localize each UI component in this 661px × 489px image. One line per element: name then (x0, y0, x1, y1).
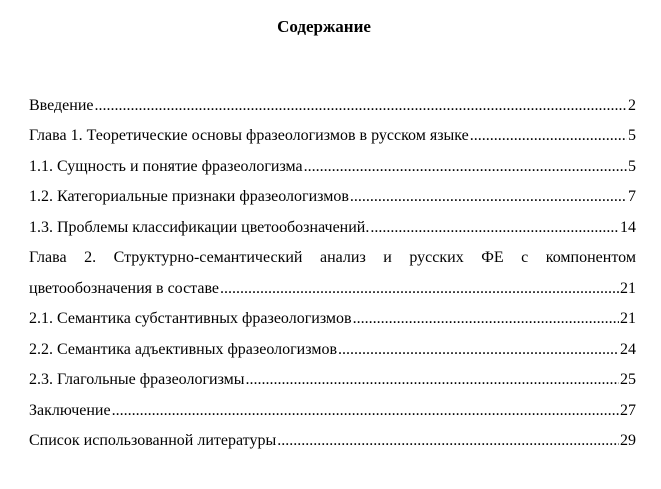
toc-entry-label: Заключение (29, 401, 111, 419)
toc-entry-label: Введение (29, 96, 94, 114)
toc-entry-page: 27 (620, 401, 636, 419)
toc-entry-word: русских (409, 249, 464, 266)
toc-entry-label: Список использованной литературы (29, 432, 277, 449)
toc-entry-page: 7 (628, 188, 636, 205)
toc-entry-conclusion (29, 391, 636, 422)
toc-entry-label: 2.1. Семантика субстантивных фразеологизмов (29, 310, 352, 327)
toc-entry-label: 2.2. Семантика адъективных фразеологизмов (29, 340, 337, 358)
dot-leader (304, 156, 627, 178)
toc-title: Содержание (277, 17, 371, 36)
toc-entry-introduction (29, 86, 636, 117)
toc-entry-label: 2.3. Глагольные фразеологизмы (29, 371, 245, 388)
toc-entry-label: 1.3. Проблемы классификации цветообозначений. (29, 218, 370, 236)
toc-entry-label: Глава 1. Теоретические основы фразеологизмов в русском языке (29, 127, 469, 144)
toc-entry-section-1-3 (29, 208, 636, 239)
toc-entry-word: 2. (84, 249, 97, 266)
toc-entry-word: анализ (319, 249, 366, 266)
dot-leader (220, 278, 619, 300)
dot-leader (353, 308, 619, 330)
dot-leader (470, 125, 627, 147)
toc-entry-chapter-2-line-1 (29, 239, 636, 270)
toc-entry-page: 24 (620, 340, 636, 358)
toc-entry-page: 29 (620, 432, 636, 449)
dot-leader (246, 369, 619, 391)
dot-leader (95, 95, 628, 117)
dot-leader (338, 339, 619, 361)
dot-leader (350, 186, 627, 208)
dot-leader (112, 400, 619, 422)
toc-entry-label: 1.1. Сущность и понятие фразеологизма (29, 157, 303, 175)
toc-entry-word: Структурно-семантический (113, 249, 303, 266)
toc-entry-label: 1.2. Категориальные признаки фразеологизмов (29, 188, 349, 205)
dot-leader (277, 430, 619, 452)
toc-entry-word: Глава (29, 249, 67, 266)
toc-entry-page: 21 (620, 310, 636, 327)
toc-entry-word: и (383, 249, 392, 266)
toc-entry-word: компонентом (545, 249, 636, 266)
toc-entry-bibliography (29, 422, 636, 453)
toc-entry-section-1-1 (29, 147, 636, 178)
toc-entry-section-2-2 (29, 330, 636, 361)
dot-leader (370, 217, 619, 239)
toc-entry-label: цветообозначения в составе (29, 279, 220, 297)
toc-entry-word: ФЕ (481, 249, 504, 266)
toc-entry-chapter-1 (29, 117, 636, 148)
toc-entry-section-1-2 (29, 178, 636, 209)
toc-entry-word: с (521, 249, 529, 266)
toc-entry-page: 25 (620, 371, 636, 388)
toc-entry-section-2-1 (29, 300, 636, 331)
toc-entry-section-2-3 (29, 361, 636, 392)
toc-entry-page: 14 (620, 218, 636, 236)
toc-entry-page: 5 (628, 157, 636, 175)
toc-entry-chapter-2-line-2 (29, 269, 636, 300)
toc-entry-page: 5 (628, 127, 636, 144)
toc-entry-page: 2 (628, 96, 636, 114)
toc-entry-page: 21 (620, 279, 636, 297)
table-of-contents (29, 86, 636, 452)
